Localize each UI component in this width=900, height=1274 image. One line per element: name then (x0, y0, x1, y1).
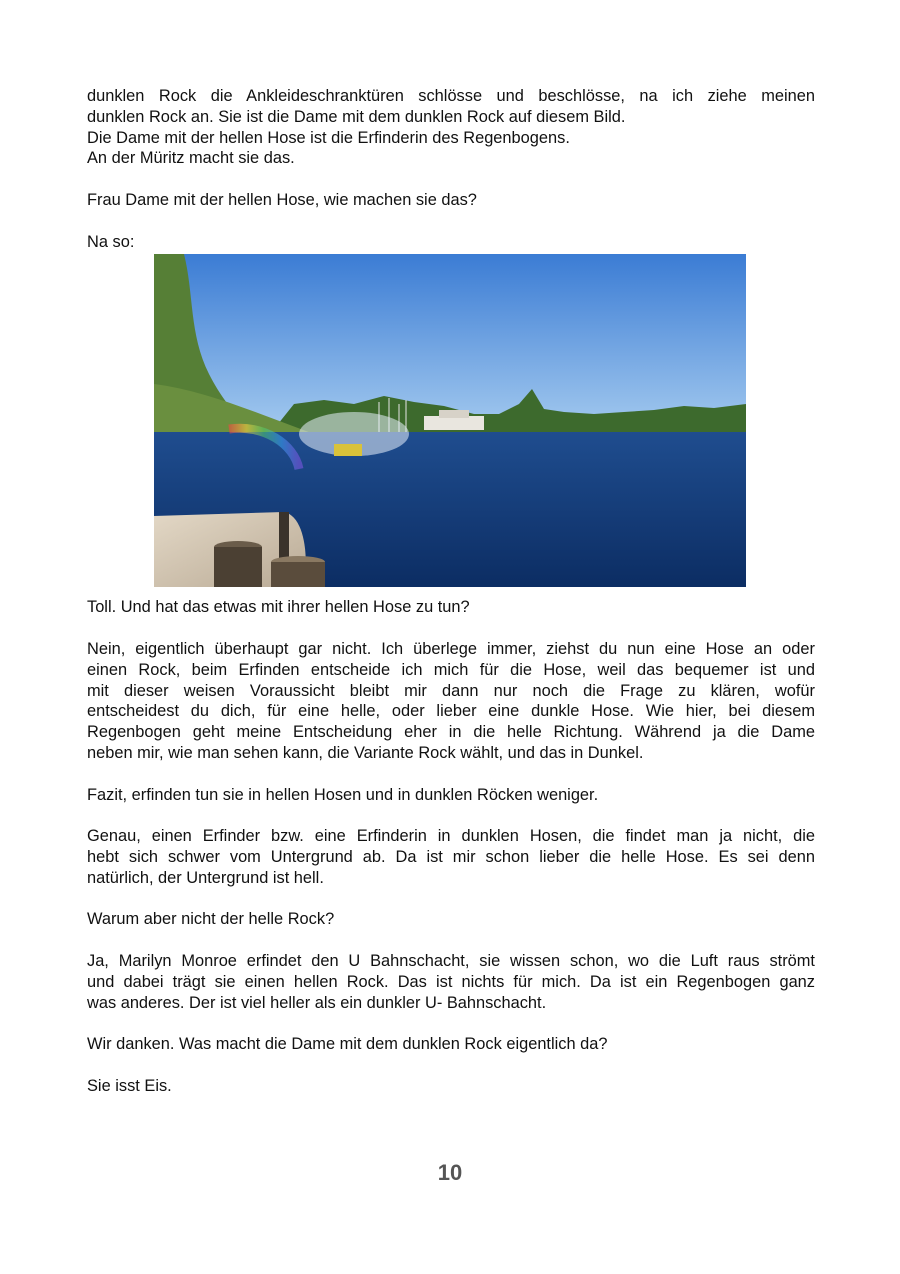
text-line: mit dieser weisen Voraussicht bleibt mir dann nur noch die Frage zu klären, wofür (87, 681, 815, 700)
paragraph-intro (87, 86, 815, 169)
text-line: Regenbogen geht meine Entscheidung eher in die helle Richtung. Während ja die Dame (87, 723, 815, 742)
text-line: Ja, Marilyn Monroe erfindet den U Bahnschacht, sie wissen schon, wo die Luft raus strömt (87, 951, 815, 970)
harbor-building (424, 416, 484, 430)
text-line: entscheidest du dich, für eine helle, oder lieber eine dunkle Hose. Wie hier, bei diesem (87, 702, 815, 721)
paragraph-eis: Sie isst Eis. (87, 1076, 172, 1095)
text-line: Nein, eigentlich überhaupt gar nicht. Ich überlege immer, ziehst du nun eine Hose an oder (87, 639, 815, 658)
paragraph-fazit: Fazit, erfinden tun sie in hellen Hosen und in dunklen Röcken weniger. (87, 785, 599, 804)
page-number: 10 (437, 1160, 463, 1185)
paragraph-question-how: Frau Dame mit der hellen Hose, wie machen sie das? (87, 190, 477, 209)
paragraph-na-so: Na so: (87, 232, 135, 251)
paragraph-answer-marilyn (87, 951, 815, 1013)
mooring-post (214, 547, 262, 587)
document-page (87, 86, 815, 1117)
text-line: was anderes. Der ist viel heller als ein dunkler U- Bahnschacht. (87, 993, 547, 1012)
paragraph-question-rock: Warum aber nicht der helle Rock? (87, 910, 335, 929)
text-line: Genau, einen Erfinder bzw. eine Erfinderin in dunklen Hosen, die findet man ja nicht, die (87, 827, 815, 846)
paragraph-answer-genau (87, 826, 815, 888)
paragraph-thanks: Wir danken. Was macht die Dame mit dem dunklen Rock eigentlich da? (87, 1035, 608, 1054)
text-line: Die Dame mit der hellen Hose ist die Erfinderin des Regenbogens. (87, 128, 570, 147)
paragraph-answer-nein (87, 639, 815, 764)
text-line: An der Müritz macht sie das. (87, 149, 295, 168)
text-line: hebt sich schwer vom Untergrund ab. Da ist mir schon lieber die helle Hose. Es sei denn (87, 847, 815, 866)
lake-rainbow-photo (154, 254, 746, 587)
mooring-post (271, 562, 325, 587)
text-line: einen Rock, beim Erfinden entscheide ich mich für die Hose, weil das bequemer ist und (87, 660, 815, 679)
text-line: neben mir, wie man sehen kann, die Variante Rock wählt, und das in Dunkel. (87, 743, 644, 762)
harbor-building (439, 410, 469, 418)
fountain-platform (334, 444, 362, 456)
text-line: natürlich, der Untergrund ist hell. (87, 868, 324, 887)
paragraph-question-hose: Toll. Und hat das etwas mit ihrer hellen Hose zu tun? (87, 598, 470, 617)
text-line: dunklen Rock die Ankleideschranktüren schlösse und beschlösse, na ich ziehe meinen (87, 87, 815, 105)
text-line: dunklen Rock an. Sie ist die Dame mit dem dunklen Rock auf diesem Bild. (87, 107, 626, 126)
text-line: und dabei trägt sie einen hellen Rock. Das ist nichts für mich. Da ist ein Regenbogen ganz (87, 972, 815, 991)
photo-illustration (154, 254, 746, 587)
